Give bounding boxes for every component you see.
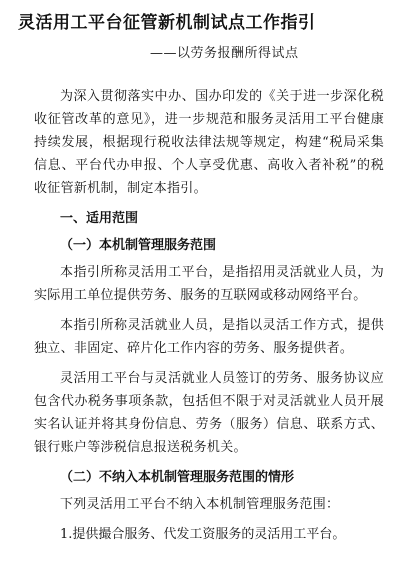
intro-paragraph: 为深入贯彻落实中办、国办印发的《关于进一步深化税收征管改革的意见》，进一步规范和服务灵活用工平台健康持续发展，根据现行税收法律法规等规定，构建“税局采集信息、平台代办申报、个人享受优惠、高收入者补税”的税收征管新机制，制定本指引。 [34,89,384,196]
document-body [34,85,384,548]
document-subtitle: ——以劳务报酬所得试点 [150,46,299,61]
subsection-heading-scope: （一）本机制管理服务范围 [60,238,217,253]
paragraph-platform-definition: 本指引所称灵活用工平台，是指招用灵活就业人员，为实际用工单位提供劳务、服务的互联网或移动网络平台。 [34,265,384,303]
paragraph-exclusions-intro: 下列灵活用工平台不纳入本机制管理服务范围： [60,497,340,512]
section-heading-scope: 一、适用范围 [60,211,139,226]
exclusion-item-1: 1.提供撮合服务、代发工资服务的灵活用工平台。 [60,527,346,542]
paragraph-worker-definition: 本指引所称灵活就业人员，是指以灵活工作方式，提供独立、非固定、碎片化工作内容的劳务、服务提供者。 [34,318,384,356]
document-title: 灵活用工平台征管新机制试点工作指引 [18,13,316,33]
subsection-heading-exclusions: （二）不纳入本机制管理服务范围的情形 [60,470,295,485]
paragraph-agreement-terms: 灵活用工平台与灵活就业人员签订的劳务、服务协议应包含代办税务事项条款，包括但不限于对灵活就业人员开展实名认证并将其身份信息、劳务（服务）信息、联系方式、银行账户等涉税信息报送税务机关。 [34,371,384,455]
